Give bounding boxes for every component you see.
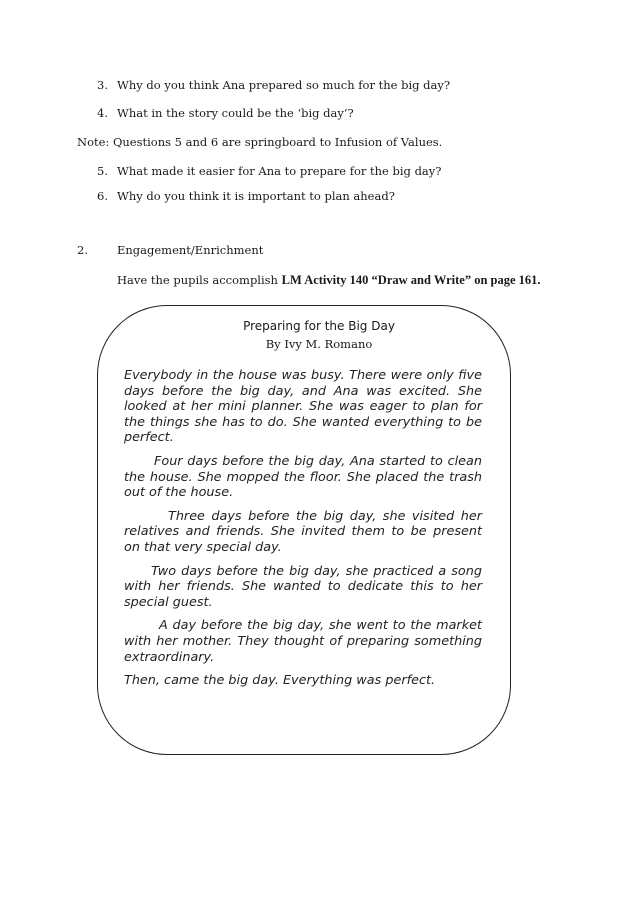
question-text: What made it easier for Ana to prepare for the big day? (117, 164, 442, 178)
activity-reference: LM Activity 140 “Draw and Write” on page 161. (281, 273, 541, 287)
question-number: 4. (97, 106, 108, 120)
story-paragraph: Four days before the big day, Ana started to clean the house. She mopped the floor. She placed the trash out of the house. (124, 453, 482, 501)
story-title: Preparing for the Big Day (243, 319, 395, 333)
story-paragraph: Two days before the big day, she practiced a song with her friends. She wanted to dedicate this to her special guest. (124, 563, 482, 610)
question-number: 5. (97, 164, 108, 178)
section-number: 2. (77, 243, 88, 257)
story-paragraph: A day before the big day, she went to the market with her mother. They thought of preparing something extraordinary. (124, 618, 482, 665)
question-number: 6. (97, 189, 108, 203)
story-body (124, 368, 482, 697)
question-text: What in the story could be the ‘big day’? (117, 106, 354, 120)
story-author: By Ivy M. Romano (265, 337, 373, 351)
question-text: Why do you think it is important to plan ahead? (117, 189, 395, 203)
note-text: Note: Questions 5 and 6 are springboard to Infusion of Values. (77, 135, 443, 149)
story-paragraph: Everybody in the house was busy. There were only five days before the big day, and Ana was excited. She looked at her mini planner. She was eager to plan for the things she has to do. She wanted everything to be perfect. (124, 368, 482, 446)
story-paragraph: Then, came the big day. Everything was perfect. (124, 673, 436, 689)
question-text: Why do you think Ana prepared so much for the big day? (117, 78, 451, 92)
story-paragraph: Three days before the big day, she visited her relatives and friends. She invited them to be present on that very special day. (124, 508, 482, 555)
question-number: 3. (97, 78, 108, 92)
activity-instruction (117, 273, 541, 287)
section-heading: Engagement/Enrichment (117, 243, 264, 257)
instruction-text: Have the pupils accomplish (117, 273, 282, 287)
